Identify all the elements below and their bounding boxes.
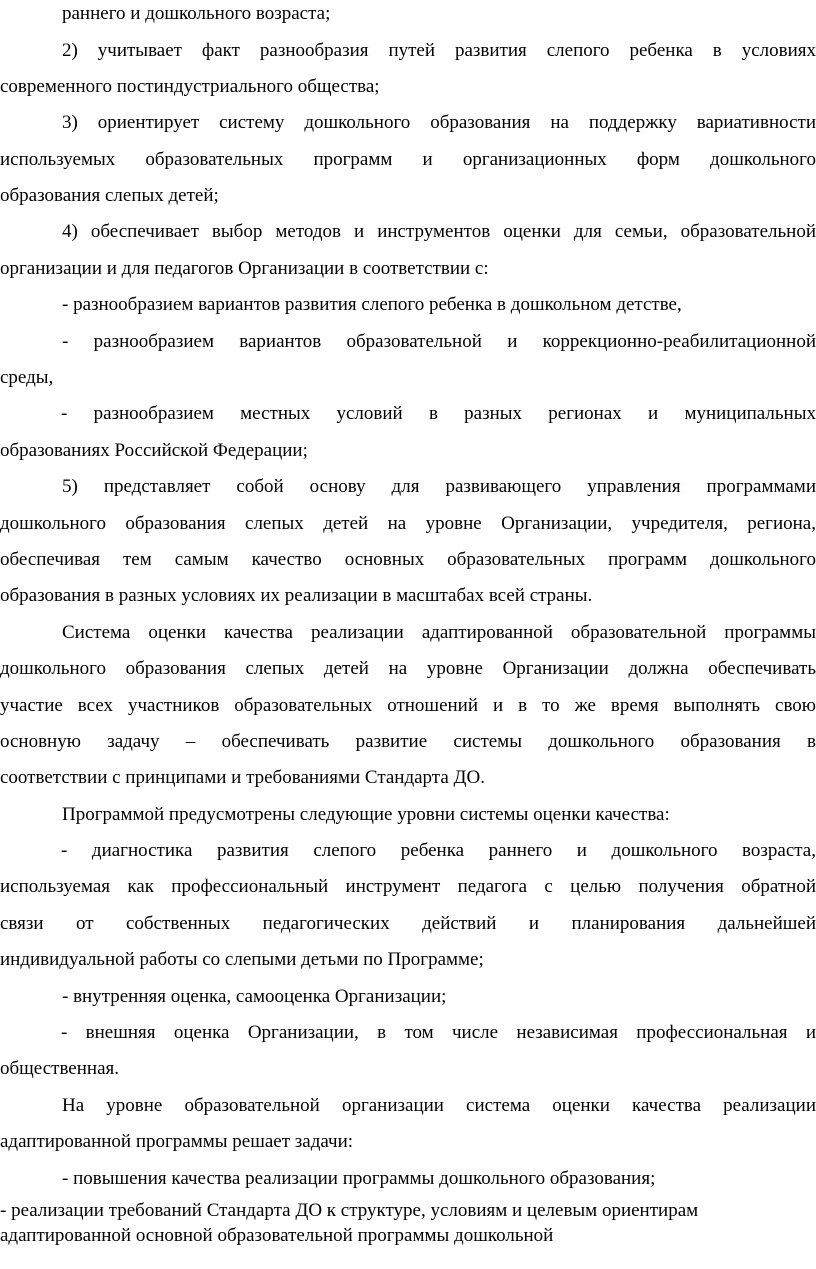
text-line: образования слепых детей; (0, 185, 219, 206)
text-line: соответствии с принципами и требованиями Стандарта ДО. (0, 767, 485, 788)
text-line: 2) учитывает факт разнообразия путей развития слепого ребенка в условиях (62, 40, 816, 61)
text-line: используемая как профессиональный инструмент педагога с целью получения обратной (0, 876, 816, 897)
text-line: дошкольного образования слепых детей на уровне Организации, учредителя, региона, (0, 513, 816, 534)
text-line: На уровне образовательной организации система оценки качества реализации (62, 1095, 816, 1116)
text-line: адаптированной основной образовательной программы дошкольной (0, 1225, 554, 1246)
text-line: современного постиндустриального общества; (0, 76, 380, 97)
text-line: Система оценки качества реализации адаптированной образовательной программы (62, 622, 816, 643)
text-line: 3) ориентирует систему дошкольного образования на поддержку вариативности (62, 112, 816, 133)
text-line: организации и для педагогов Организации в соответствии с: (0, 258, 489, 279)
text-line: 4) обеспечивает выбор методов и инструментов оценки для семьи, образовательной (62, 221, 816, 242)
text-line: - внешняя оценка Организации, в том числе независимая профессиональная и (61, 1022, 816, 1043)
text-line: - диагностика развития слепого ребенка раннего и дошкольного возраста, (61, 840, 816, 861)
text-line: индивидуальной работы со слепыми детьми по Программе; (0, 949, 484, 970)
text-line: дошкольного образования слепых детей на уровне Организации должна обеспечивать (0, 658, 816, 679)
text-line: - реализации требований Стандарта ДО к структуре, условиям и целевым ориентирам (0, 1200, 699, 1221)
text-line: - внутренняя оценка, самооценка Организации; (62, 986, 447, 1007)
text-line: Программой предусмотрены следующие уровни системы оценки качества: (62, 804, 670, 825)
text-line: - повышения качества реализации программы дошкольного образования; (62, 1168, 656, 1189)
text-line: - разнообразием местных условий в разных регионах и муниципальных (61, 403, 816, 424)
text-line: основную задачу – обеспечивать развитие системы дошкольного образования в (0, 731, 816, 752)
text-line: 5) представляет собой основу для развивающего управления программами (62, 476, 816, 497)
text-line: участие всех участников образовательных отношений и в то же время выполнять свою (0, 695, 816, 716)
text-line: общественная. (0, 1058, 119, 1079)
text-line: образования в разных условиях их реализации в масштабах всей страны. (0, 585, 593, 606)
text-line: обеспечивая тем самым качество основных образовательных программ дошкольного (0, 549, 816, 570)
text-line: используемых образовательных программ и организационных форм дошкольного (0, 149, 816, 170)
text-line: среды, (0, 367, 54, 388)
text-line: связи от собственных педагогических действий и планирования дальнейшей (0, 913, 816, 934)
text-line: - разнообразием вариантов развития слепого ребенка в дошкольном детстве, (62, 294, 682, 315)
text-line: адаптированной программы решает задачи: (0, 1131, 354, 1152)
text-line: раннего и дошкольного возраста; (62, 3, 331, 24)
text-line: образованиях Российской Федерации; (0, 440, 308, 461)
text-line: - разнообразием вариантов образовательной и коррекционно-реабилитационной (62, 331, 816, 352)
